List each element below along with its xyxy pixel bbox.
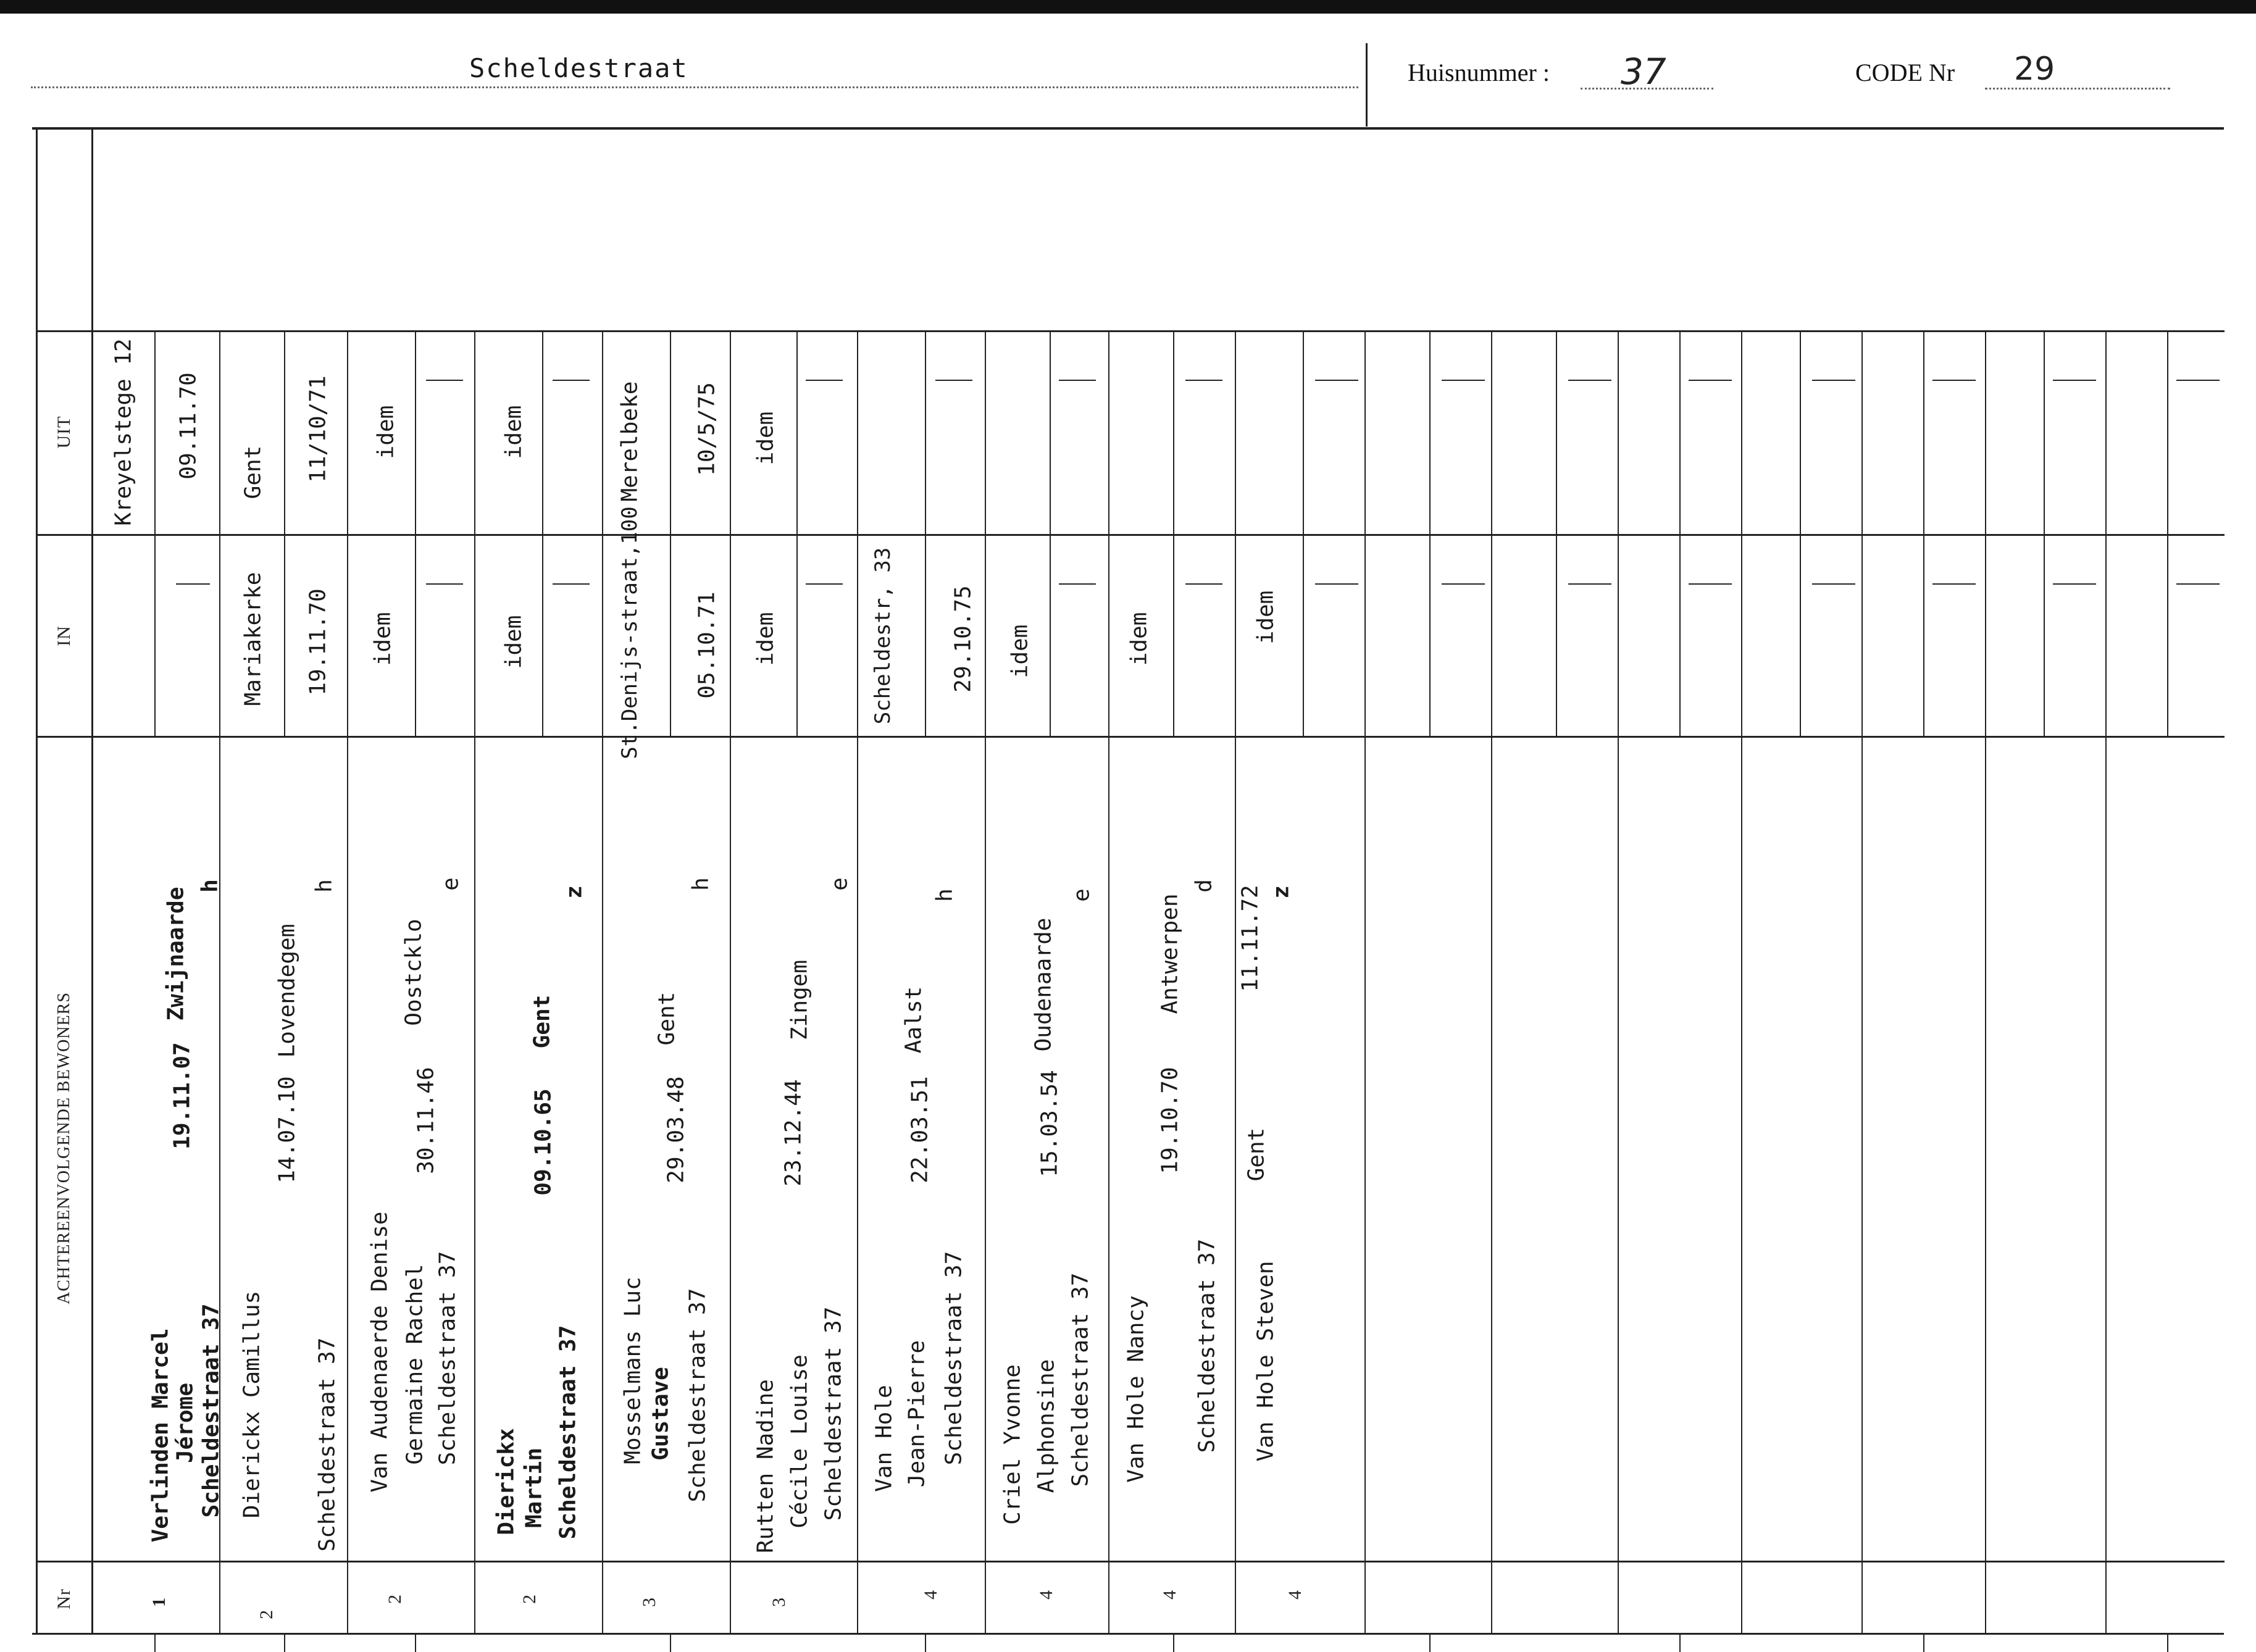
row1-given-names: Jérome	[172, 1382, 198, 1464]
table-left-border	[36, 127, 38, 1633]
sub-divider-13	[1679, 330, 1681, 736]
row1-mark: h	[197, 879, 223, 893]
row7-nr: 4	[921, 1590, 941, 1600]
row1-address: Scheldestraat 37	[198, 1303, 224, 1518]
row8-mark: e	[1069, 888, 1095, 902]
empty-mark	[426, 583, 463, 585]
row2-mark: h	[311, 879, 337, 893]
row5-address: Scheldestraat 37	[685, 1288, 711, 1503]
bottom-tick	[154, 1633, 156, 1652]
row9-nr: 4	[1159, 1590, 1180, 1600]
code-dotted-line	[1985, 88, 2170, 90]
row8-nr: 4	[1036, 1590, 1056, 1600]
empty-mark	[1059, 380, 1096, 381]
bottom-tick	[415, 1633, 416, 1652]
row8-address: Scheldestraat 37	[1067, 1272, 1093, 1487]
table-top-border	[32, 127, 2224, 130]
empty-mark	[1568, 380, 1611, 381]
row10-birth-date: 11.11.72	[1237, 885, 1263, 992]
row5-mark: h	[688, 877, 714, 891]
sub-divider-7	[925, 330, 926, 736]
empty-mark	[1442, 380, 1485, 381]
col-divider-3	[474, 330, 475, 1633]
code-value: 29	[2014, 51, 2055, 88]
header-column-border	[91, 127, 93, 1633]
empty-mark	[1812, 380, 1855, 381]
row8-birth-date: 15.03.54	[1037, 1070, 1063, 1177]
empty-mark	[935, 380, 972, 381]
in-header: IN	[54, 625, 74, 646]
sub-divider-16	[2044, 330, 2045, 736]
empty-mark	[1185, 583, 1222, 585]
empty-mark	[1315, 380, 1358, 381]
row5-nr: 3	[639, 1597, 659, 1607]
col-divider-12	[1618, 330, 1619, 1633]
empty-mark	[1315, 583, 1358, 585]
col-divider-15	[1985, 330, 1986, 1633]
in-top-line	[36, 534, 2225, 536]
row2-name: Dierickx Camillus	[239, 1290, 265, 1519]
empty-mark	[806, 583, 843, 585]
row6-birth-date: 23.12.44	[780, 1079, 806, 1187]
row5-name: Mosselmans Luc	[620, 1277, 646, 1464]
sub-divider-3	[415, 330, 416, 736]
row7-birth-date: 22.03.51	[907, 1076, 933, 1183]
row10-mark: z	[1268, 885, 1294, 899]
row7-address: Scheldestraat 37	[941, 1251, 967, 1466]
empty-mark	[1689, 380, 1732, 381]
row2-birth-place: Lovendegem	[274, 924, 300, 1058]
col-divider-8	[1108, 330, 1109, 1633]
row1-uit-date: 09.11.70	[175, 372, 201, 480]
row6-uit-place: idem	[753, 411, 779, 465]
sub-divider-12	[1556, 330, 1557, 736]
col-divider-14	[1861, 330, 1863, 1633]
col-divider-5	[730, 330, 731, 1633]
col-divider-6	[857, 330, 858, 1633]
empty-mark	[1442, 583, 1485, 585]
row10-nr: 4	[1285, 1590, 1305, 1600]
empty-mark	[2053, 583, 2096, 585]
row3-birth-place: Oostcklo	[401, 919, 427, 1026]
sub-divider-2	[284, 330, 285, 736]
empty-mark	[1932, 583, 1976, 585]
sub-divider-10	[1303, 330, 1304, 736]
row10-name: Van Hole Steven	[1253, 1261, 1279, 1462]
empty-mark	[2176, 583, 2220, 585]
bottom-tick	[670, 1633, 671, 1652]
row1-birth-date: 19.11.07	[169, 1042, 195, 1149]
row6-given-names: Cécile Louise	[787, 1354, 813, 1529]
row3-name: Van Audenaerde Denise	[367, 1211, 393, 1493]
row4-birth-place: Gent	[529, 995, 555, 1049]
empty-mark	[426, 380, 463, 381]
row8-name: Criel Yvonne	[1000, 1364, 1026, 1525]
col-divider-13	[1741, 330, 1742, 1633]
sub-divider-14	[1800, 330, 1801, 736]
row7-in-date: 29.10.75	[950, 585, 976, 693]
nr-top-line	[36, 1561, 2225, 1562]
row2-address: Scheldestraat 37	[314, 1337, 340, 1552]
empty-mark	[1812, 583, 1855, 585]
sub-divider-11	[1429, 330, 1431, 736]
row5-uit-date: 10/5/75	[694, 382, 720, 476]
street-name: Scheldestraat	[469, 53, 688, 83]
row4-birth-date: 09.10.65	[530, 1088, 556, 1196]
row5-in-place: St.Denijs-straat,100	[617, 506, 642, 759]
sub-divider-9	[1173, 330, 1174, 736]
col-divider-16	[2105, 330, 2107, 1633]
row3-mark: e	[438, 877, 464, 891]
empty-mark	[553, 583, 590, 585]
row5-given-names: Gustave	[648, 1367, 674, 1461]
sub-divider-5	[670, 330, 671, 736]
bottom-tick	[284, 1633, 285, 1652]
row3-nr: 2	[385, 1594, 405, 1604]
row4-name: Dierickx	[493, 1428, 519, 1535]
row2-in-date: 19.11.70	[305, 588, 331, 696]
row3-uit-place: idem	[373, 405, 399, 459]
row2-nr: 2	[256, 1609, 277, 1619]
row5-uit-place: Merelbeke	[617, 381, 643, 502]
scan-top-border	[0, 0, 2256, 14]
huisnummer-label: Huisnummer :	[1408, 59, 1550, 86]
table-bottom-border	[32, 1633, 2224, 1635]
sub-divider-15	[1923, 330, 1924, 736]
uit-header: UIT	[54, 415, 74, 449]
row9-address: Scheldestraat 37	[1194, 1238, 1220, 1453]
huisnummer-value: 37	[1621, 51, 1666, 93]
row7-name: Van Hole	[871, 1385, 897, 1492]
row1-uit-place: Kreyelstege 12	[111, 338, 136, 526]
empty-mark	[2176, 380, 2220, 381]
row3-address: Scheldestraat 37	[435, 1251, 461, 1466]
empty-mark	[1689, 583, 1732, 585]
empty-mark	[1568, 583, 1611, 585]
row3-given-names: Germaine Rachel	[402, 1264, 428, 1465]
row6-nr: 3	[769, 1597, 789, 1607]
row10-birth-place: Gent	[1243, 1127, 1269, 1182]
row7-mark: h	[932, 888, 958, 902]
sub-divider-4	[542, 330, 543, 736]
code-label: CODE Nr	[1855, 59, 1955, 86]
empty-mark	[1185, 380, 1222, 381]
bottom-tick	[2167, 1633, 2168, 1652]
row4-uit-place: idem	[501, 405, 527, 459]
row5-in-date: 05.10.71	[694, 591, 720, 699]
empty-mark	[176, 583, 210, 585]
row9-name: Van Hole Nancy	[1123, 1295, 1149, 1483]
sub-divider-8	[1050, 330, 1051, 736]
empty-mark	[553, 380, 590, 381]
row4-in-place: idem	[501, 615, 527, 669]
row1-nr: 1	[149, 1597, 169, 1607]
row6-birth-place: Zingem	[787, 959, 813, 1041]
row2-in-place: Mariakerke	[240, 572, 266, 706]
col-divider-9	[1235, 330, 1236, 1633]
row8-birth-place: Oudenaarde	[1030, 917, 1056, 1052]
bottom-tick	[1923, 1633, 1924, 1652]
nr-header: Nr	[54, 1588, 74, 1609]
bewoners-top-line	[36, 736, 2225, 738]
row1-name: Verlinden Marcel	[148, 1328, 173, 1543]
sub-divider-6	[796, 330, 798, 736]
row2-birth-date: 14.07.10	[274, 1076, 300, 1183]
empty-mark	[2053, 380, 2096, 381]
row6-address: Scheldestraat 37	[821, 1306, 846, 1521]
row6-name: Rutten Nadine	[753, 1379, 779, 1553]
row3-in-place: idem	[370, 612, 396, 666]
row9-birth-place: Antwerpen	[1157, 893, 1183, 1014]
row2-uit-place: Gent	[240, 445, 266, 499]
row9-in-place: idem	[1126, 612, 1152, 666]
row9-birth-date: 19.10.70	[1157, 1067, 1183, 1174]
bottom-tick	[1679, 1633, 1681, 1652]
row5-birth-date: 29.03.48	[663, 1076, 689, 1183]
row6-mark: e	[827, 877, 853, 891]
sub-divider-1	[154, 330, 156, 736]
row2-uit-date: 11/10/71	[305, 375, 331, 483]
row9-mark: d	[1191, 879, 1217, 893]
bottom-tick	[925, 1633, 926, 1652]
row3-birth-date: 30.11.46	[413, 1067, 439, 1174]
row7-birth-place: Aalst	[901, 986, 927, 1054]
col-divider-10	[1364, 330, 1366, 1633]
empty-mark	[1059, 583, 1096, 585]
row5-birth-place: Gent	[654, 991, 680, 1046]
row4-mark: z	[561, 885, 587, 899]
bottom-tick	[1429, 1633, 1431, 1652]
uit-top-line	[36, 330, 2225, 332]
empty-mark	[1932, 380, 1976, 381]
header-divider	[1366, 43, 1368, 127]
row8-given-names: Alphonsine	[1034, 1359, 1059, 1493]
col-divider-4	[602, 330, 603, 1633]
bottom-tick	[1173, 1633, 1174, 1652]
row7-given-names: Jean-Pierre	[904, 1340, 930, 1488]
empty-mark	[806, 380, 843, 381]
row8-in-place: idem	[1007, 624, 1033, 678]
row4-nr: 2	[519, 1594, 540, 1604]
bewoners-header: ACHTEREENVOLGENDE BEWONERS	[54, 992, 73, 1304]
row6-in-place: idem	[753, 612, 779, 666]
row4-given-names: Martin	[521, 1447, 547, 1529]
col-divider-2	[347, 330, 348, 1633]
sub-divider-17	[2167, 330, 2168, 736]
street-dotted-line	[31, 86, 1358, 88]
col-divider-11	[1491, 330, 1492, 1633]
row7-in-place: Scheldestr, 33	[871, 547, 895, 725]
row10-in-place: idem	[1253, 590, 1279, 645]
row4-address: Scheldestraat 37	[555, 1325, 581, 1540]
col-divider-7	[985, 330, 986, 1633]
row1-birth-place: Zwijnaarde	[163, 886, 189, 1021]
